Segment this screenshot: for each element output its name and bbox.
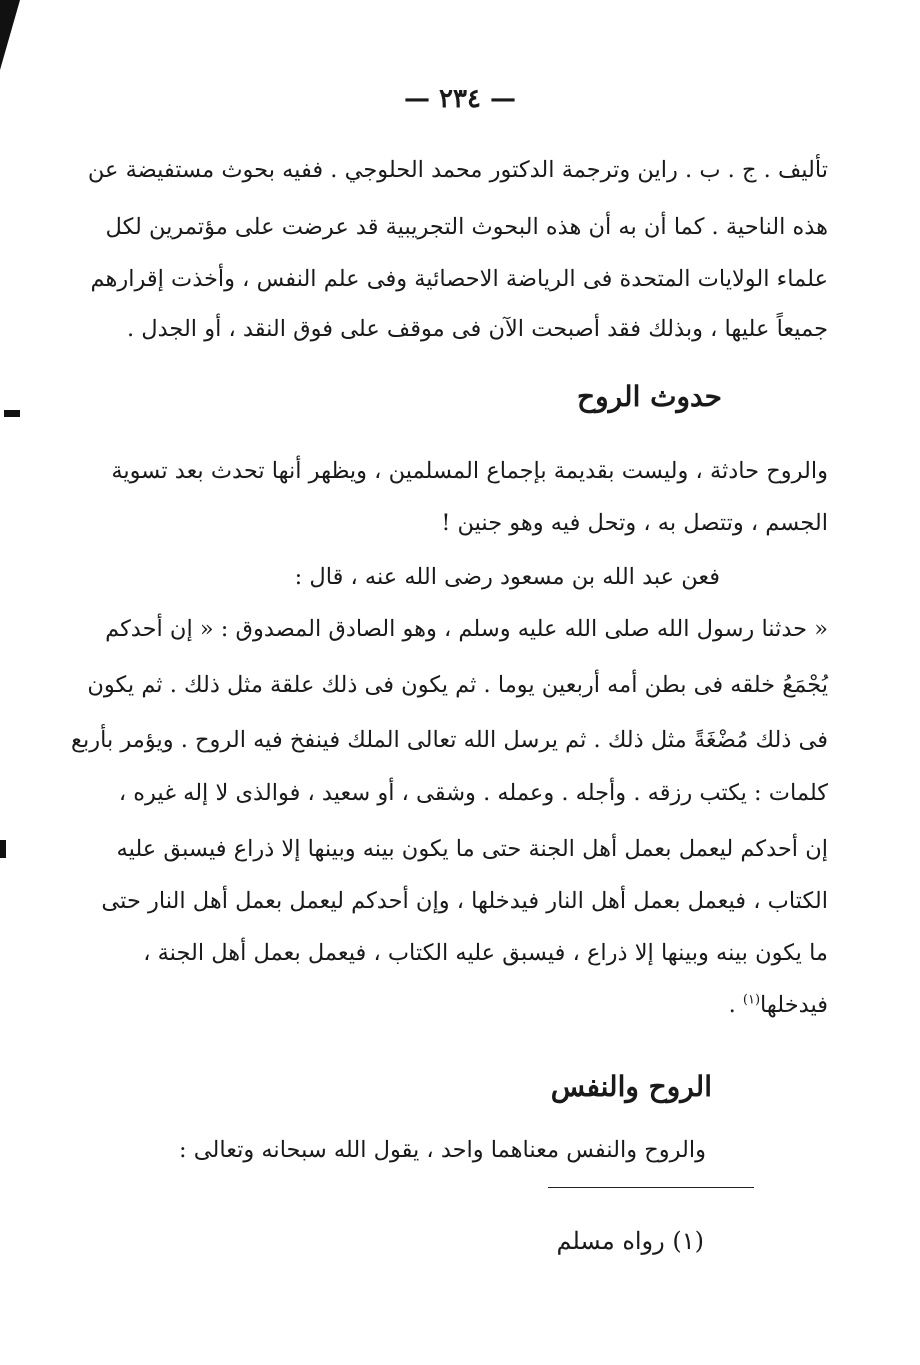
scan-artifact-lower [0, 840, 6, 858]
paragraph-2-line-1: والروح حادثة ، وليست بقديمة بإجماع المسلمين ، ويظهر أنها تحدث بعد تسوية [111, 458, 828, 484]
paragraph-1-line-4: جميعاً عليها ، وبذلك فقد أصبحت الآن فى موقف على فوق النقد ، أو الجدل . [126, 316, 828, 342]
paragraph-4-line-5: إن أحدكم ليعمل بعمل أهل الجنة حتى ما يكون بينه وبينها إلا ذراع فيسبق عليه [116, 836, 828, 862]
scan-artifact-middle [4, 410, 20, 417]
footnote-divider [548, 1187, 754, 1188]
paragraph-4-line-3: فى ذلك مُضْغَةً مثل ذلك . ثم يرسل الله تعالى الملك فينفخ فيه الروح . ويؤمر بأربع [70, 727, 828, 753]
section-heading-soul-and-self: الروح والنفس [550, 1070, 712, 1103]
paragraph-2-line-2: الجسم ، وتتصل به ، وتحل فيه وهو جنين ! [441, 510, 828, 536]
paragraph-4-line-8 [729, 990, 828, 1020]
paragraph-4-line-8-end: . [728, 992, 743, 1018]
paragraph-5-line-1: والروح والنفس معناهما واحد ، يقول الله سبحانه وتعالى : [179, 1137, 706, 1163]
paragraph-4-line-6: الكتاب ، فيعمل بعمل أهل النار فيدخلها ، وإن أحدكم ليعمل بعمل أهل النار حتى [101, 888, 828, 914]
paragraph-1-line-3: علماء الولايات المتحدة فى الرياضة الاحصائية وفى علم النفس ، وأخذت إقرارهم [90, 266, 828, 292]
paragraph-4-line-4: كلمات : يكتب رزقه . وأجله . وعمله . وشقى ، أو سعيد ، فوالذى لا إله غيره ، [118, 780, 828, 806]
footnote-text: (١) رواه مسلم [556, 1227, 704, 1255]
section-heading-origin-of-soul: حدوث الروح [577, 380, 722, 413]
paragraph-4-line-2: يُجْمَعُ خلقه فى بطن أمه أربعين يوما . ثم يكون فى ذلك علقة مثل ذلك . ثم يكون [87, 672, 828, 698]
paragraph-4-line-8-text: فيدخلها [760, 992, 828, 1018]
footnote-reference: (١) [742, 992, 761, 1008]
paragraph-4-line-7: ما يكون بينه وبينها إلا ذراع ، فيسبق عليه الكتاب ، فيعمل بعمل أهل الجنة ، [143, 940, 828, 966]
paragraph-4-line-1: « حدثنا رسول الله صلى الله عليه وسلم ، وهو الصادق المصدوق : « إن أحدكم [105, 616, 828, 642]
page-number: — ٢٣٤ — [403, 84, 517, 114]
paragraph-3-line-1: فعن عبد الله بن مسعود رضى الله عنه ، قال : [294, 564, 720, 590]
paragraph-1-line-1: تأليف . ج . ب . راين وترجمة الدكتور محمد الحلوجي . ففيه بحوث مستفيضة عن [87, 157, 828, 183]
scan-artifact-top [0, 0, 20, 70]
paragraph-1-line-2: هذه الناحية . كما أن به أن هذه البحوث التجريبية قد عرضت على مؤتمرين لكل [105, 214, 828, 240]
